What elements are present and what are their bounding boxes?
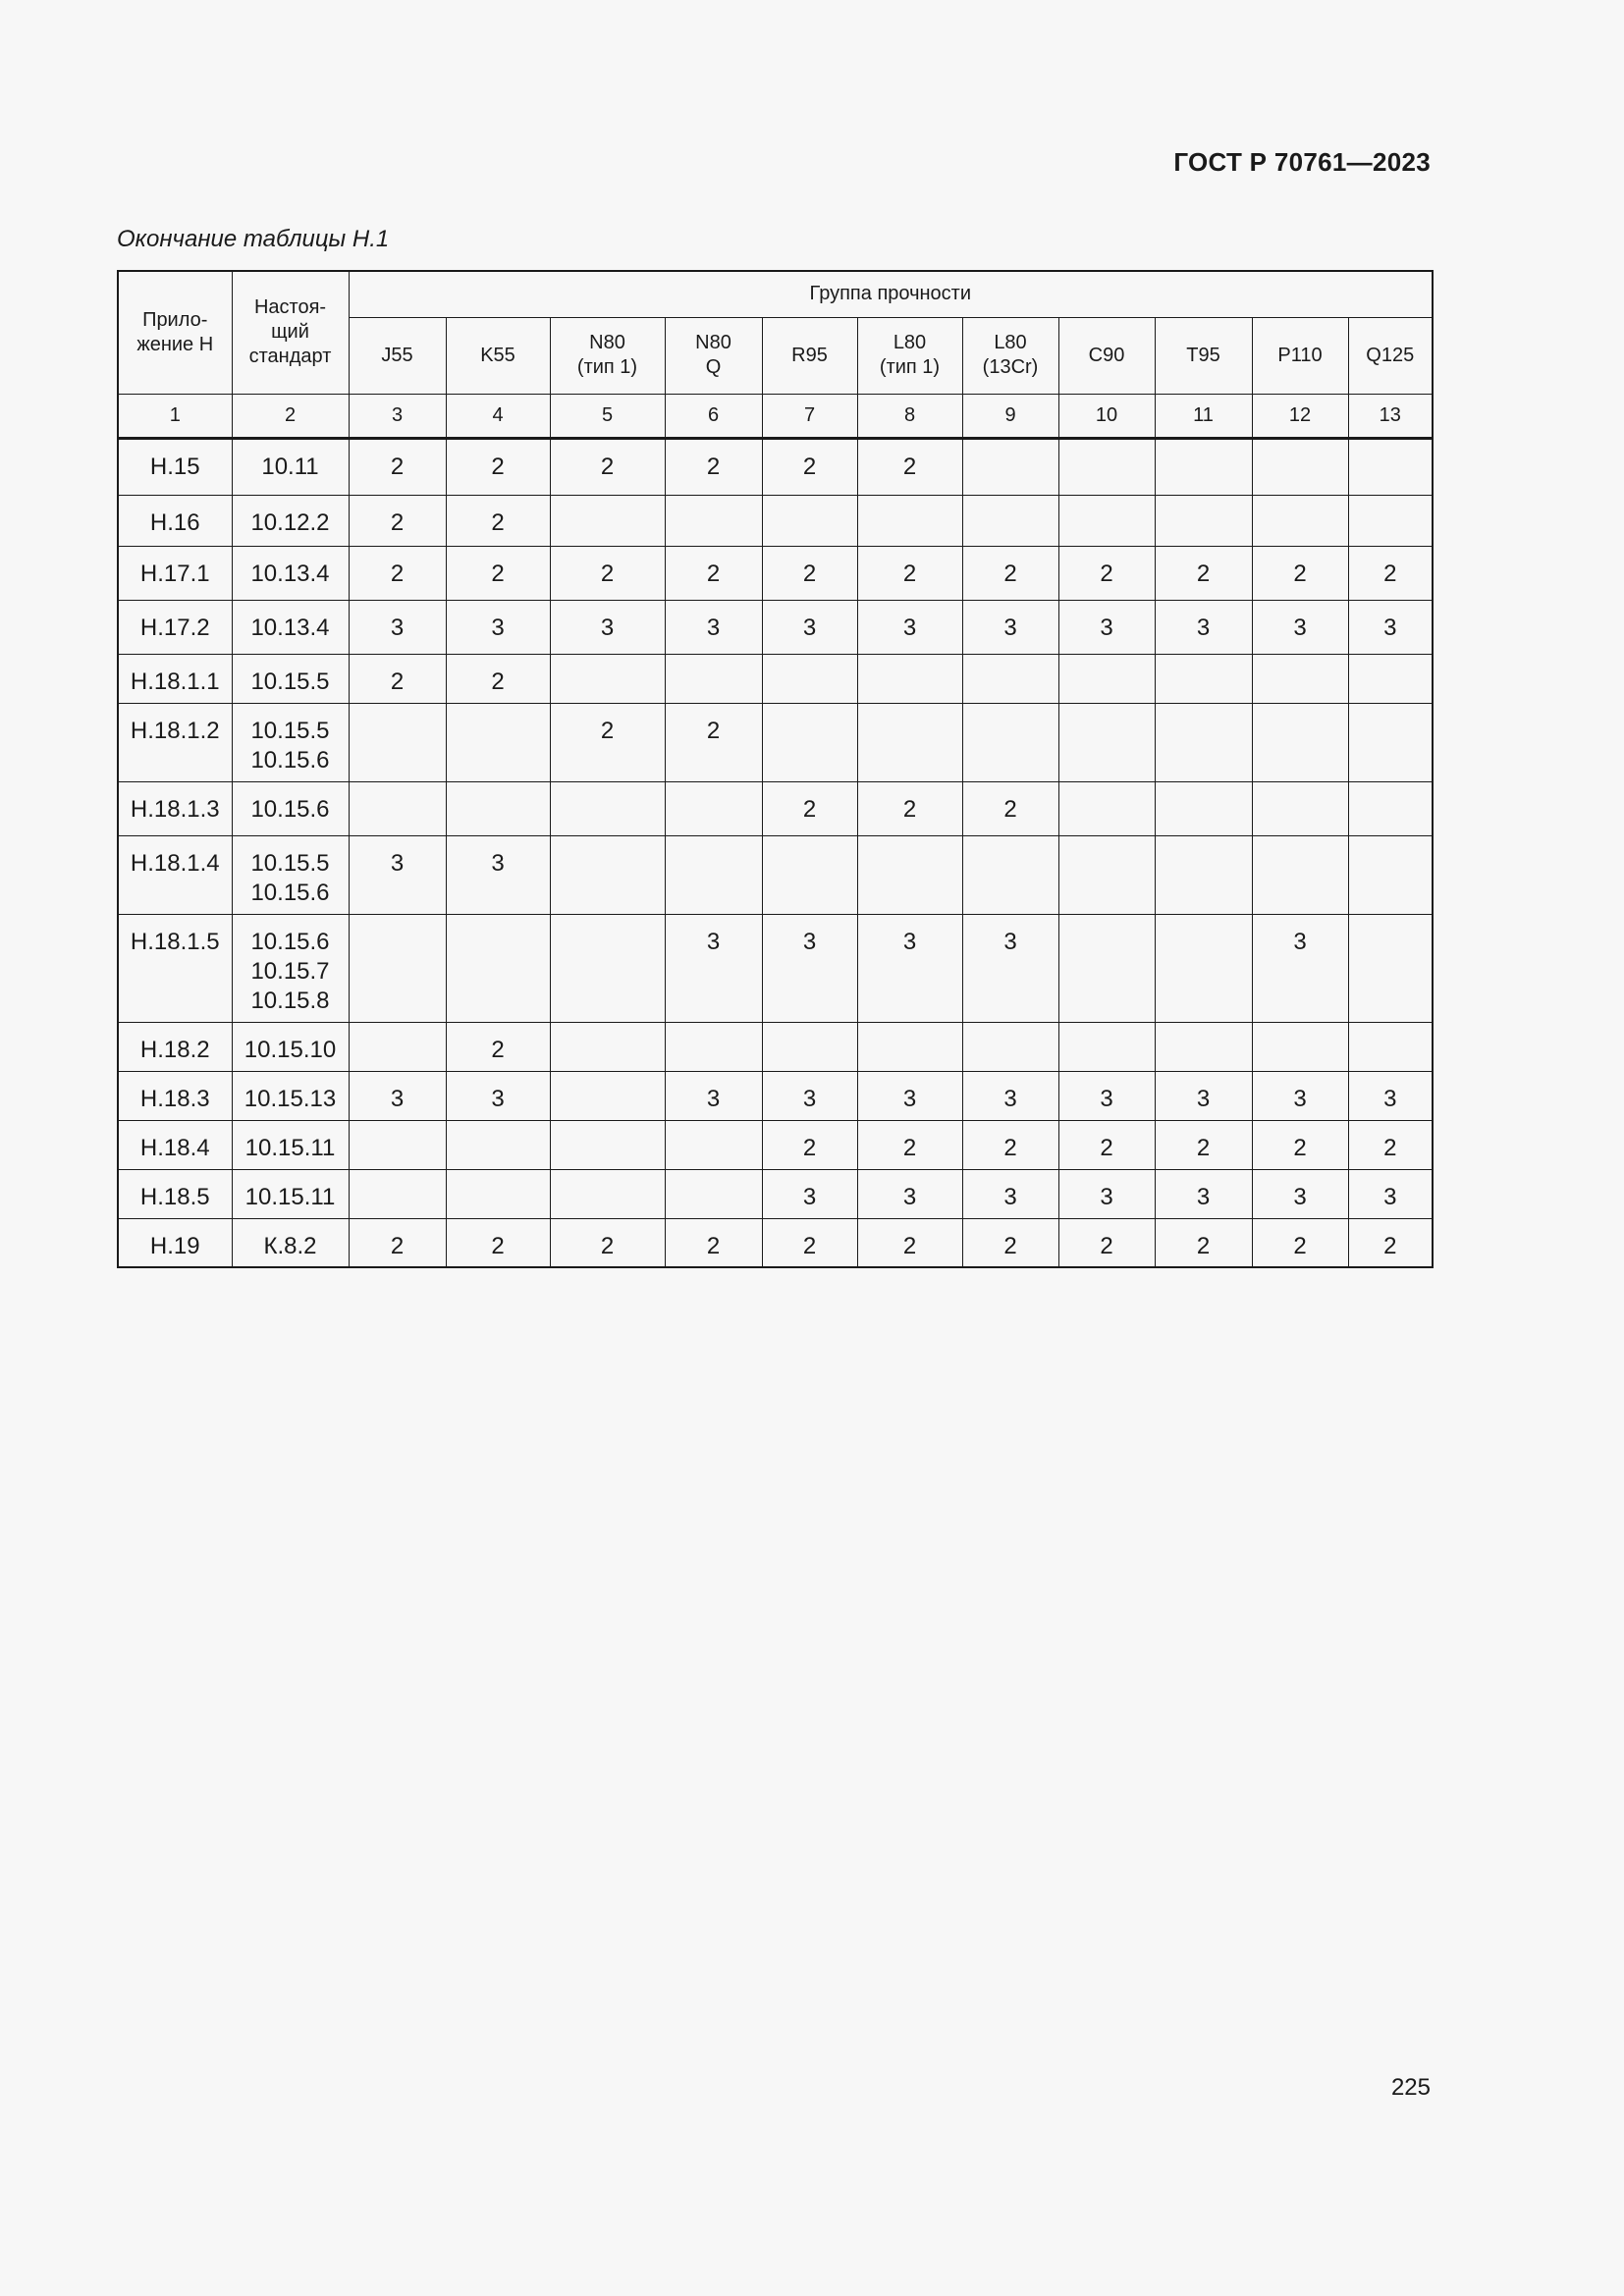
table-row — [118, 1071, 1433, 1120]
table-caption: Окончание таблицы Н.1 — [117, 226, 390, 252]
table-row — [118, 495, 1433, 546]
grade-value-cell: 3 — [349, 1071, 446, 1120]
table-row — [118, 781, 1433, 835]
grade-value-cell: 2 — [1058, 1218, 1155, 1267]
grade-value-cell: 3 — [962, 1169, 1058, 1218]
grade-value-cell: 3 — [962, 600, 1058, 654]
grade-value-cell: 3 — [762, 600, 857, 654]
annex-cell: Н.18.1.1 — [118, 654, 232, 703]
grade-value-cell: 3 — [665, 914, 762, 1022]
grade-value-cell: 2 — [1348, 546, 1433, 600]
grade-value-cell — [1348, 1022, 1433, 1071]
grade-value-cell — [665, 835, 762, 914]
grade-value-cell: 3 — [1348, 600, 1433, 654]
table-row — [118, 546, 1433, 600]
grade-value-cell: 2 — [962, 1120, 1058, 1169]
grade-value-cell: 2 — [665, 438, 762, 495]
grade-value-cell: 2 — [1252, 546, 1348, 600]
grade-value-cell: 2 — [857, 1218, 962, 1267]
header-grade: P110 — [1252, 317, 1348, 394]
grade-value-cell — [550, 1022, 665, 1071]
grade-value-cell — [762, 654, 857, 703]
grade-value-cell: 2 — [762, 781, 857, 835]
annex-cell: Н.16 — [118, 495, 232, 546]
header-grade: R95 — [762, 317, 857, 394]
grade-value-cell — [550, 1071, 665, 1120]
annex-cell: Н.17.1 — [118, 546, 232, 600]
grade-value-cell: 3 — [1252, 1071, 1348, 1120]
grade-value-cell — [1252, 703, 1348, 781]
grade-value-cell — [446, 1169, 550, 1218]
grade-value-cell: 2 — [550, 438, 665, 495]
grade-value-cell — [665, 654, 762, 703]
clause-cell: 10.12.2 — [232, 495, 349, 546]
grade-value-cell — [1058, 495, 1155, 546]
grade-value-cell — [550, 654, 665, 703]
grade-value-cell: 3 — [1252, 1169, 1348, 1218]
grade-value-cell: 2 — [349, 495, 446, 546]
grade-value-cell — [1155, 703, 1252, 781]
grade-value-cell — [550, 1120, 665, 1169]
grade-value-cell: 2 — [1155, 546, 1252, 600]
grade-value-cell — [1155, 438, 1252, 495]
clause-cell: 10.15.11 — [232, 1120, 349, 1169]
grade-value-cell: 3 — [349, 600, 446, 654]
grade-value-cell — [1058, 835, 1155, 914]
header-grade: N80 (тип 1) — [550, 317, 665, 394]
grade-value-cell: 2 — [1348, 1218, 1433, 1267]
grade-value-cell — [1348, 703, 1433, 781]
header-standard-clause: Настоя- щий стандарт — [232, 271, 349, 394]
grade-value-cell: 3 — [1155, 1169, 1252, 1218]
grade-value-cell: 2 — [1252, 1218, 1348, 1267]
grade-value-cell — [962, 1022, 1058, 1071]
annex-cell: Н.18.4 — [118, 1120, 232, 1169]
grade-value-cell — [446, 781, 550, 835]
table-row — [118, 1120, 1433, 1169]
column-number: 2 — [232, 394, 349, 438]
header-grade: K55 — [446, 317, 550, 394]
annex-cell: Н.15 — [118, 438, 232, 495]
grade-value-cell — [550, 1169, 665, 1218]
grade-value-cell — [1058, 781, 1155, 835]
grade-value-cell: 2 — [550, 1218, 665, 1267]
grade-value-cell — [1252, 781, 1348, 835]
grade-value-cell: 2 — [550, 703, 665, 781]
grade-value-cell: 2 — [962, 781, 1058, 835]
grade-value-cell: 3 — [1058, 1169, 1155, 1218]
table-row — [118, 1218, 1433, 1267]
table-row — [118, 438, 1433, 495]
grade-value-cell — [1252, 495, 1348, 546]
clause-cell: 10.15.6 — [232, 781, 349, 835]
grade-value-cell: 3 — [446, 600, 550, 654]
grade-value-cell — [349, 781, 446, 835]
grade-value-cell: 2 — [1155, 1120, 1252, 1169]
grade-value-cell: 3 — [446, 835, 550, 914]
column-number: 10 — [1058, 394, 1155, 438]
grade-value-cell — [1155, 781, 1252, 835]
page-number: 225 — [1390, 2074, 1431, 2101]
grade-value-cell: 2 — [349, 654, 446, 703]
grade-value-cell — [962, 654, 1058, 703]
grade-value-cell: 3 — [349, 835, 446, 914]
clause-cell: 10.15.10 — [232, 1022, 349, 1071]
grade-value-cell — [1058, 703, 1155, 781]
column-number: 6 — [665, 394, 762, 438]
annex-cell: Н.18.2 — [118, 1022, 232, 1071]
grade-value-cell: 2 — [446, 438, 550, 495]
grade-value-cell: 3 — [762, 1071, 857, 1120]
grade-value-cell: 3 — [446, 1071, 550, 1120]
header-grade: Q125 — [1348, 317, 1433, 394]
grade-value-cell: 3 — [1058, 600, 1155, 654]
grade-value-cell: 3 — [762, 1169, 857, 1218]
grade-value-cell — [857, 1022, 962, 1071]
grade-value-cell: 2 — [1252, 1120, 1348, 1169]
grade-value-cell: 2 — [762, 546, 857, 600]
column-number: 11 — [1155, 394, 1252, 438]
grade-value-cell — [349, 1169, 446, 1218]
grade-value-cell: 2 — [857, 438, 962, 495]
table-row — [118, 1169, 1433, 1218]
grade-value-cell — [349, 1022, 446, 1071]
grade-value-cell: 2 — [857, 1120, 962, 1169]
table-row — [118, 914, 1433, 1022]
grade-value-cell: 2 — [446, 654, 550, 703]
grade-value-cell — [446, 1120, 550, 1169]
grade-value-cell: 3 — [550, 600, 665, 654]
strength-group-table — [117, 270, 1434, 1268]
grade-value-cell — [550, 781, 665, 835]
column-number: 5 — [550, 394, 665, 438]
column-number: 3 — [349, 394, 446, 438]
grade-value-cell — [550, 914, 665, 1022]
grade-value-cell — [857, 654, 962, 703]
grade-value-cell: 2 — [1348, 1120, 1433, 1169]
header-strength-group: Группа прочности — [349, 271, 1433, 317]
grade-value-cell — [1252, 1022, 1348, 1071]
clause-cell: 10.15.5 — [232, 654, 349, 703]
grade-value-cell: 3 — [1252, 600, 1348, 654]
grade-value-cell — [446, 703, 550, 781]
grade-value-cell: 3 — [1155, 1071, 1252, 1120]
annex-cell: Н.17.2 — [118, 600, 232, 654]
grade-value-cell: 3 — [962, 914, 1058, 1022]
clause-cell: 10.15.6 10.15.7 10.15.8 — [232, 914, 349, 1022]
grade-value-cell: 3 — [1155, 600, 1252, 654]
header-grade: L80 (тип 1) — [857, 317, 962, 394]
grade-value-cell — [1348, 781, 1433, 835]
table-row — [118, 654, 1433, 703]
grade-value-cell — [962, 495, 1058, 546]
grade-value-cell: 2 — [962, 546, 1058, 600]
grade-value-cell: 2 — [446, 495, 550, 546]
table-row — [118, 835, 1433, 914]
grade-value-cell — [1348, 438, 1433, 495]
grade-value-cell — [349, 914, 446, 1022]
grade-value-cell: 2 — [550, 546, 665, 600]
grade-value-cell: 3 — [665, 600, 762, 654]
grade-value-cell — [762, 835, 857, 914]
column-number: 12 — [1252, 394, 1348, 438]
grade-value-cell: 2 — [762, 1218, 857, 1267]
grade-value-cell — [1348, 835, 1433, 914]
column-number: 8 — [857, 394, 962, 438]
grade-value-cell: 2 — [349, 1218, 446, 1267]
header-grade: J55 — [349, 317, 446, 394]
grade-value-cell: 3 — [857, 600, 962, 654]
grade-value-cell — [1155, 495, 1252, 546]
grade-value-cell — [446, 914, 550, 1022]
header-annex: Прило- жение Н — [118, 271, 232, 394]
grade-value-cell: 2 — [857, 546, 962, 600]
grade-value-cell: 3 — [857, 1071, 962, 1120]
grade-value-cell: 2 — [665, 703, 762, 781]
grade-value-cell: 3 — [1058, 1071, 1155, 1120]
header-grade: T95 — [1155, 317, 1252, 394]
grade-value-cell — [762, 703, 857, 781]
grade-value-cell — [762, 1022, 857, 1071]
grade-value-cell: 2 — [349, 438, 446, 495]
grade-value-cell — [1155, 1022, 1252, 1071]
grade-value-cell: 2 — [1058, 546, 1155, 600]
grade-value-cell: 3 — [762, 914, 857, 1022]
clause-cell: 10.15.13 — [232, 1071, 349, 1120]
header-grade: C90 — [1058, 317, 1155, 394]
grade-value-cell: 2 — [1155, 1218, 1252, 1267]
grade-value-cell — [665, 1022, 762, 1071]
clause-cell: 10.13.4 — [232, 546, 349, 600]
grade-value-cell — [1348, 914, 1433, 1022]
grade-value-cell — [1058, 1022, 1155, 1071]
annex-cell: Н.18.1.3 — [118, 781, 232, 835]
grade-value-cell — [1155, 835, 1252, 914]
grade-value-cell: 3 — [857, 1169, 962, 1218]
grade-value-cell — [1058, 914, 1155, 1022]
grade-value-cell — [665, 1169, 762, 1218]
grade-value-cell: 2 — [446, 1022, 550, 1071]
grade-value-cell — [1252, 654, 1348, 703]
column-number: 13 — [1348, 394, 1433, 438]
grade-value-cell: 2 — [446, 1218, 550, 1267]
grade-value-cell — [857, 835, 962, 914]
grade-value-cell — [1252, 835, 1348, 914]
column-number: 7 — [762, 394, 857, 438]
grade-value-cell — [665, 781, 762, 835]
clause-cell: 10.15.11 — [232, 1169, 349, 1218]
clause-cell: 10.13.4 — [232, 600, 349, 654]
table-row — [118, 600, 1433, 654]
grade-value-cell: 2 — [446, 546, 550, 600]
grade-value-cell: 2 — [762, 438, 857, 495]
grade-value-cell: 2 — [349, 546, 446, 600]
grade-value-cell — [1348, 654, 1433, 703]
column-number: 4 — [446, 394, 550, 438]
grade-value-cell — [962, 703, 1058, 781]
grade-value-cell — [1155, 914, 1252, 1022]
annex-cell: Н.19 — [118, 1218, 232, 1267]
grade-value-cell — [349, 703, 446, 781]
table-row — [118, 703, 1433, 781]
column-number: 1 — [118, 394, 232, 438]
grade-value-cell: 3 — [857, 914, 962, 1022]
column-number: 9 — [962, 394, 1058, 438]
annex-cell: Н.18.1.5 — [118, 914, 232, 1022]
grade-value-cell: 3 — [1348, 1169, 1433, 1218]
grade-value-cell: 3 — [962, 1071, 1058, 1120]
grade-value-cell: 2 — [1058, 1120, 1155, 1169]
grade-value-cell — [962, 835, 1058, 914]
clause-cell: 10.11 — [232, 438, 349, 495]
annex-cell: Н.18.1.4 — [118, 835, 232, 914]
grade-value-cell — [762, 495, 857, 546]
header-grade: N80 Q — [665, 317, 762, 394]
grade-value-cell: 2 — [762, 1120, 857, 1169]
grade-value-cell — [962, 438, 1058, 495]
grade-value-cell: 3 — [1348, 1071, 1433, 1120]
annex-cell: Н.18.1.2 — [118, 703, 232, 781]
grade-value-cell — [550, 495, 665, 546]
grade-value-cell — [1058, 654, 1155, 703]
grade-value-cell: 2 — [665, 1218, 762, 1267]
annex-cell: Н.18.5 — [118, 1169, 232, 1218]
clause-cell: К.8.2 — [232, 1218, 349, 1267]
grade-value-cell — [1348, 495, 1433, 546]
grade-value-cell: 3 — [665, 1071, 762, 1120]
grade-value-cell — [1252, 438, 1348, 495]
annex-cell: Н.18.3 — [118, 1071, 232, 1120]
grade-value-cell — [550, 835, 665, 914]
table-row — [118, 1022, 1433, 1071]
grade-value-cell: 2 — [665, 546, 762, 600]
grade-value-cell — [857, 703, 962, 781]
grade-value-cell: 3 — [1252, 914, 1348, 1022]
grade-value-cell — [1058, 438, 1155, 495]
grade-value-cell — [665, 495, 762, 546]
grade-value-cell: 2 — [857, 781, 962, 835]
grade-value-cell — [349, 1120, 446, 1169]
clause-cell: 10.15.5 10.15.6 — [232, 835, 349, 914]
clause-cell: 10.15.5 10.15.6 — [232, 703, 349, 781]
grade-value-cell — [857, 495, 962, 546]
document-code: ГОСТ Р 70761—2023 — [1173, 147, 1431, 177]
header-grade: L80 (13Cr) — [962, 317, 1058, 394]
grade-value-cell: 2 — [962, 1218, 1058, 1267]
grade-value-cell — [665, 1120, 762, 1169]
grade-value-cell — [1155, 654, 1252, 703]
